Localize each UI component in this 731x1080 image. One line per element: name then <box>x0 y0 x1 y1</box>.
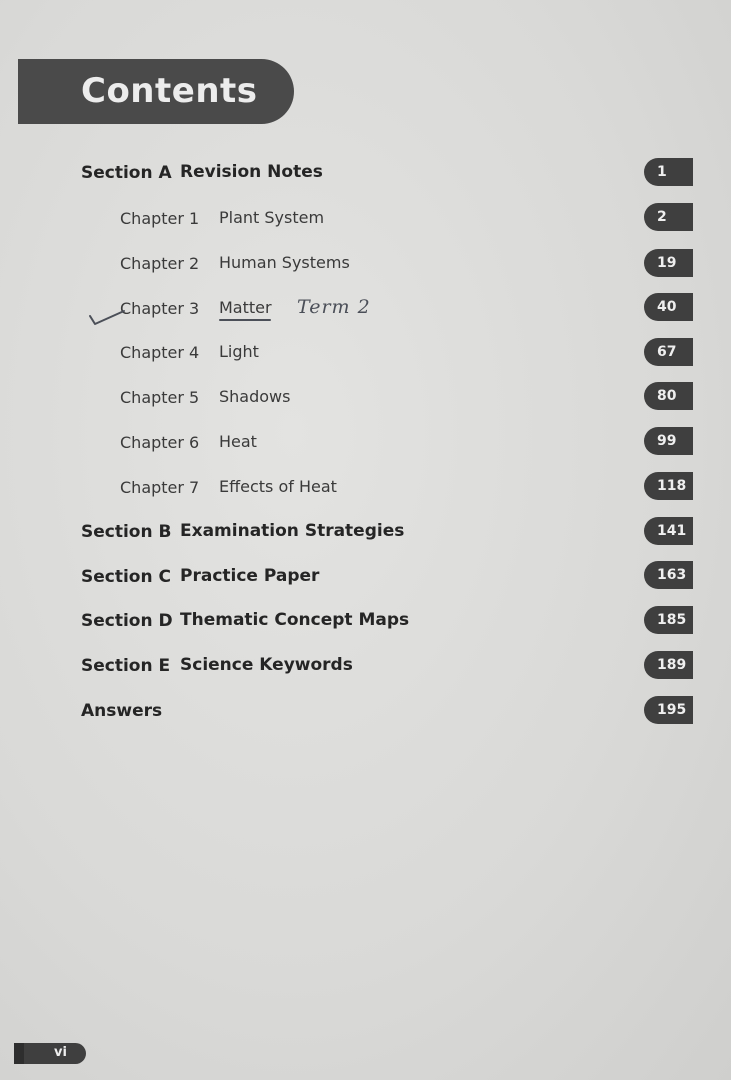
toc-row-section-d[interactable] <box>0 608 731 638</box>
toc-row-chapter-7[interactable] <box>0 475 731 505</box>
chapter-label: Chapter 1 <box>120 209 200 228</box>
page-badge: 185 <box>644 606 693 634</box>
toc-row-chapter-4[interactable] <box>0 340 731 370</box>
chapter-label: Chapter 3 <box>120 299 200 318</box>
handwritten-note: Term 2 <box>297 296 371 318</box>
page-badge: 163 <box>644 561 693 589</box>
toc-row-chapter-6[interactable] <box>0 430 731 460</box>
section-title: Practice Paper <box>180 566 320 586</box>
chapter-label: Chapter 6 <box>120 433 200 452</box>
toc-row-chapter-1[interactable] <box>0 206 731 236</box>
chapter-label: Chapter 4 <box>120 343 200 362</box>
toc-row-section-a[interactable] <box>0 160 731 190</box>
page-badge: 1 <box>644 158 693 186</box>
chapter-title: Effects of Heat <box>219 477 337 496</box>
answers-title: Answers <box>81 701 163 721</box>
section-title: Revision Notes <box>180 162 323 182</box>
chapter-label: Chapter 7 <box>120 478 200 497</box>
chapter-title: Human Systems <box>219 253 350 272</box>
chapter-title: Light <box>219 342 259 361</box>
page-badge: 99 <box>644 427 693 455</box>
section-label: Section C <box>81 567 171 587</box>
toc-row-chapter-5[interactable] <box>0 385 731 415</box>
page-badge: 189 <box>644 651 693 679</box>
page-badge: 118 <box>644 472 693 500</box>
chapter-title: Heat <box>219 432 257 451</box>
section-title: Thematic Concept Maps <box>180 610 410 630</box>
chapter-title: Shadows <box>219 387 291 406</box>
chapter-title: Matter <box>219 298 272 317</box>
section-label: Section D <box>81 611 173 631</box>
chapter-label: Chapter 5 <box>120 388 200 407</box>
page-number-edge <box>14 1043 24 1064</box>
page-number: vi <box>54 1045 67 1060</box>
section-title: Examination Strategies <box>180 521 405 541</box>
page-badge: 40 <box>644 293 693 321</box>
page-badge: 80 <box>644 382 693 410</box>
section-title: Science Keywords <box>180 655 353 675</box>
page-title: Contents <box>81 71 258 111</box>
section-label: Section B <box>81 522 172 542</box>
chapter-title: Plant System <box>219 208 325 227</box>
toc-row-section-b[interactable] <box>0 519 731 549</box>
page-badge: 2 <box>644 203 693 231</box>
handwritten-underline <box>219 319 271 321</box>
handwritten-tick-icon <box>88 308 128 328</box>
section-label: Section A <box>81 163 172 183</box>
toc-row-answers[interactable] <box>0 698 731 728</box>
toc-row-chapter-2[interactable] <box>0 251 731 281</box>
section-label: Section E <box>81 656 171 676</box>
toc-row-section-e[interactable] <box>0 653 731 683</box>
page-badge: 67 <box>644 338 693 366</box>
chapter-label: Chapter 2 <box>120 254 200 273</box>
toc-row-section-c[interactable] <box>0 564 731 594</box>
page-badge: 19 <box>644 249 693 277</box>
page-badge: 195 <box>644 696 693 724</box>
page-badge: 141 <box>644 517 693 545</box>
page-number-tab <box>24 1043 86 1064</box>
